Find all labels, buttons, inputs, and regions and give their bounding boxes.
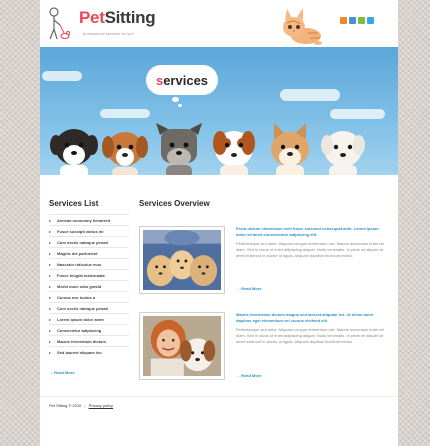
arrow-icon: ▸ — [49, 273, 52, 278]
arrow-icon: ▸ — [49, 317, 52, 322]
social-icons — [340, 17, 374, 24]
list-item[interactable]: ▸ Cursus nec luctus a — [49, 291, 129, 302]
pet-walker-logo-icon[interactable] — [46, 7, 70, 41]
bubble-rest: ervices — [163, 72, 209, 88]
overview-body: Pellentesque sed dolor. Aliquam congue fermentum nisl. Mauris accumsan nulla vel diam. Sed in lacus ut enim adipiscing aliquet. Nulla venenatis. In pede mi aliquet sit amet euismod in auctor ut ligula. Aliquam dapibus tincidunt metus. — [236, 241, 384, 258]
list-item[interactable]: ▸ Aenean nonummy hendrerit — [49, 214, 129, 225]
overview-text — [236, 312, 386, 345]
flickr-icon[interactable] — [358, 17, 365, 24]
arrow-icon: ▸ — [49, 339, 52, 344]
list-item[interactable]: ▸ Consectetur adipiscing — [49, 324, 129, 335]
overview-text — [236, 226, 386, 259]
woman-dog-image — [143, 316, 221, 376]
overview-read-more-link[interactable]: → Read More — [236, 373, 262, 378]
footer-text — [49, 403, 113, 408]
arrow-icon: ▸ — [49, 262, 52, 267]
list-item[interactable]: ▸ Cum sociis natoque penati — [49, 236, 129, 247]
brand-pet: Pet — [79, 8, 105, 27]
list-item[interactable]: ▸ Mauris fermentum dictum — [49, 335, 129, 346]
site-header — [40, 0, 398, 47]
arrow-icon: ▸ — [49, 306, 52, 311]
golden-puppies-image — [143, 230, 221, 290]
page-container — [40, 0, 398, 446]
services-overview-section — [139, 199, 391, 378]
arrow-icon: ▸ — [49, 328, 52, 333]
woman-with-dog-photo — [139, 312, 225, 380]
banner-bottom-strip — [40, 175, 398, 185]
list-item[interactable]: ▸ Fusce suscipit varius mi — [49, 225, 129, 236]
overview-read-more-link[interactable]: → Read More — [236, 286, 262, 291]
list-item[interactable]: ▸ Fusce feugiat malesuada — [49, 269, 129, 280]
arrow-icon: ▸ — [49, 251, 52, 256]
list-item[interactable]: ▸ Nascetur ridiculus mus — [49, 258, 129, 269]
arrow-icon: ▸ — [49, 284, 52, 289]
list-item[interactable]: ▸ Magnis dis parturient — [49, 247, 129, 258]
cloud-shape — [42, 71, 82, 81]
footer-separator: | — [84, 403, 86, 408]
rss-icon[interactable] — [340, 17, 347, 24]
list-item[interactable]: ▸ Cum sociis natoque penati — [49, 302, 129, 313]
services-speech-bubble — [146, 65, 218, 95]
list-item[interactable]: ▸ Sed laoreet aliquam leo — [49, 346, 129, 357]
hero-banner — [40, 47, 398, 185]
services-list-read-more-link[interactable]: → Read More — [49, 370, 75, 375]
arrow-icon: ▸ — [49, 229, 52, 234]
puppies-illustration — [40, 107, 398, 185]
services-list-title: Services List — [49, 199, 99, 208]
site-logo[interactable] — [79, 8, 155, 28]
privacy-policy-link[interactable]: Privacy policy — [88, 403, 114, 408]
delicious-icon[interactable] — [349, 17, 356, 24]
brand-sitting: Sitting — [104, 8, 156, 27]
arrow-icon: ▸ — [49, 218, 52, 223]
bubble-s: s — [155, 72, 164, 88]
kitten-illustration — [278, 3, 324, 47]
list-item[interactable]: ▸ Lorem ipsum dolor amet — [49, 313, 129, 324]
copyright-text: Pet Sitting © 2010 — [49, 403, 82, 408]
cloud-shape — [280, 89, 340, 101]
tagline: professional services for you — [83, 31, 134, 36]
services-overview-title: Services Overview — [139, 199, 210, 208]
overview-lead[interactable]: Mauris fermentum dictum magna sed laoreet aliquam leo. Ut tellus dolor dapibus eget elementum vel cursus eleifend elit. — [236, 312, 374, 323]
arrow-icon: ▸ — [49, 240, 52, 245]
services-list — [49, 214, 129, 357]
overview-body: Pellentesque sed dolor. Aliquam congue fermentum nisl. Mauris accumsan nulla vel diam. Sed in lacus ut enim adipiscing aliquet. Nulla venenatis. In pede mi aliquet sit amet euismod in auctor ut ligula. Aliquam dapibus tincidunt metus. — [236, 327, 384, 344]
puppies-photo — [139, 226, 225, 294]
services-list-section — [49, 199, 129, 375]
twitter-icon[interactable] — [367, 17, 374, 24]
bubble-dot — [172, 97, 179, 102]
list-item[interactable]: ▸ Morbi nunc odio gravid — [49, 280, 129, 291]
arrow-icon: ▸ — [49, 295, 52, 300]
arrow-icon: ▸ — [49, 350, 52, 355]
overview-lead[interactable]: Proin dictum elementum velit fusce euismod consequat ante. Lorem ipsum dolor sit amet consectetuer adipiscing elit. — [236, 226, 379, 237]
site-footer — [40, 396, 398, 417]
